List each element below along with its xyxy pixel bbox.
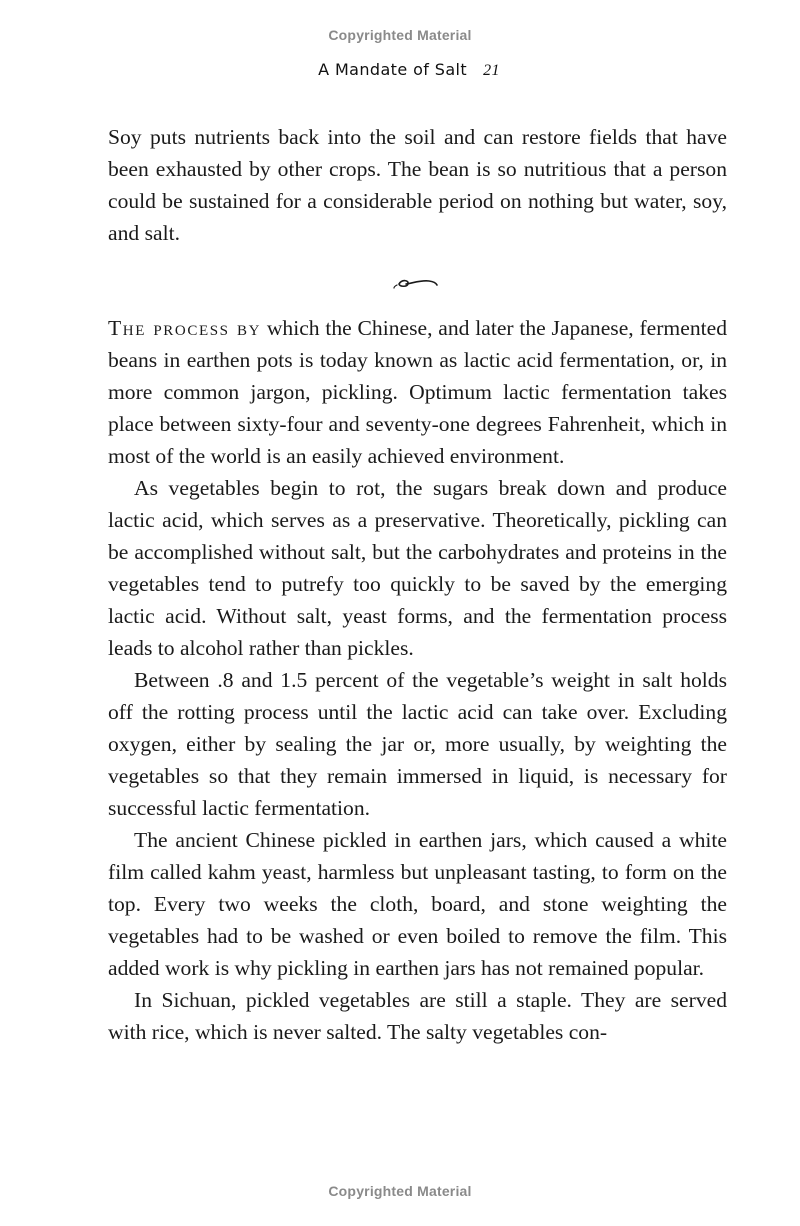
paragraph-process-body: which the Chinese, and later the Japanese, fermented beans in earthen pots is today known as lactic acid fermentation, or, in more common jargon, pickling. Optimum lactic fermentation takes place between sixty-four and seventy-one degrees Fahrenheit, which in most of the world is an easily achieved environment. bbox=[108, 316, 727, 468]
paragraph-earthen-jars: The ancient Chinese pickled in earthen jars, which caused a white film called kahm yeast, harmless but unpleasant tasting, to form on the top. Every two weeks the cloth, board, and stone weighting the vegetables had to be washed or even boiled to remove the film. This added work is why pickling in earthen jars has not remained popular. bbox=[108, 828, 727, 980]
paragraph-process bbox=[108, 312, 727, 472]
paragraph-sichuan: In Sichuan, pickled vegetables are still a staple. They are served with rice, which is never salted. The salty vegetables con- bbox=[108, 988, 727, 1044]
paragraph-vegetables-rot: As vegetables begin to rot, the sugars break down and produce lactic acid, which serves as a preservative. Theoretically, pickling can be accomplished without salt, but the carbohydrates and proteins in the vegetables tend to putrefy too quickly to be saved by the emerging lactic acid. Without salt, yeast forms, and the fermentation process leads to alcohol rather than pickles. bbox=[108, 476, 727, 660]
opening-smallcaps: The process by bbox=[108, 316, 262, 340]
paragraph-soy: Soy puts nutrients back into the soil and can restore fields that have been exhausted by other crops. The bean is so nutritious that a person could be sustained for a considerable period on nothing but water, soy, and salt. bbox=[108, 125, 727, 245]
running-title: A Mandate of Salt bbox=[318, 60, 468, 79]
fleuron-icon bbox=[393, 276, 439, 292]
text-block-main bbox=[108, 312, 727, 1048]
running-header bbox=[0, 60, 800, 80]
copyright-watermark-top: Copyrighted Material bbox=[328, 27, 472, 43]
page-number: 21 bbox=[483, 62, 500, 79]
paragraph-salt-percent: Between .8 and 1.5 percent of the vegetable’s weight in salt holds off the rotting process until the lactic acid can take over. Excluding oxygen, either by sealing the jar or, more usually, by weighting the vegetables so that they remain immersed in liquid, is necessary for successful lactic fermentation. bbox=[108, 668, 727, 820]
copyright-watermark-bottom: Copyrighted Material bbox=[328, 1183, 472, 1199]
text-block-top bbox=[108, 121, 727, 249]
